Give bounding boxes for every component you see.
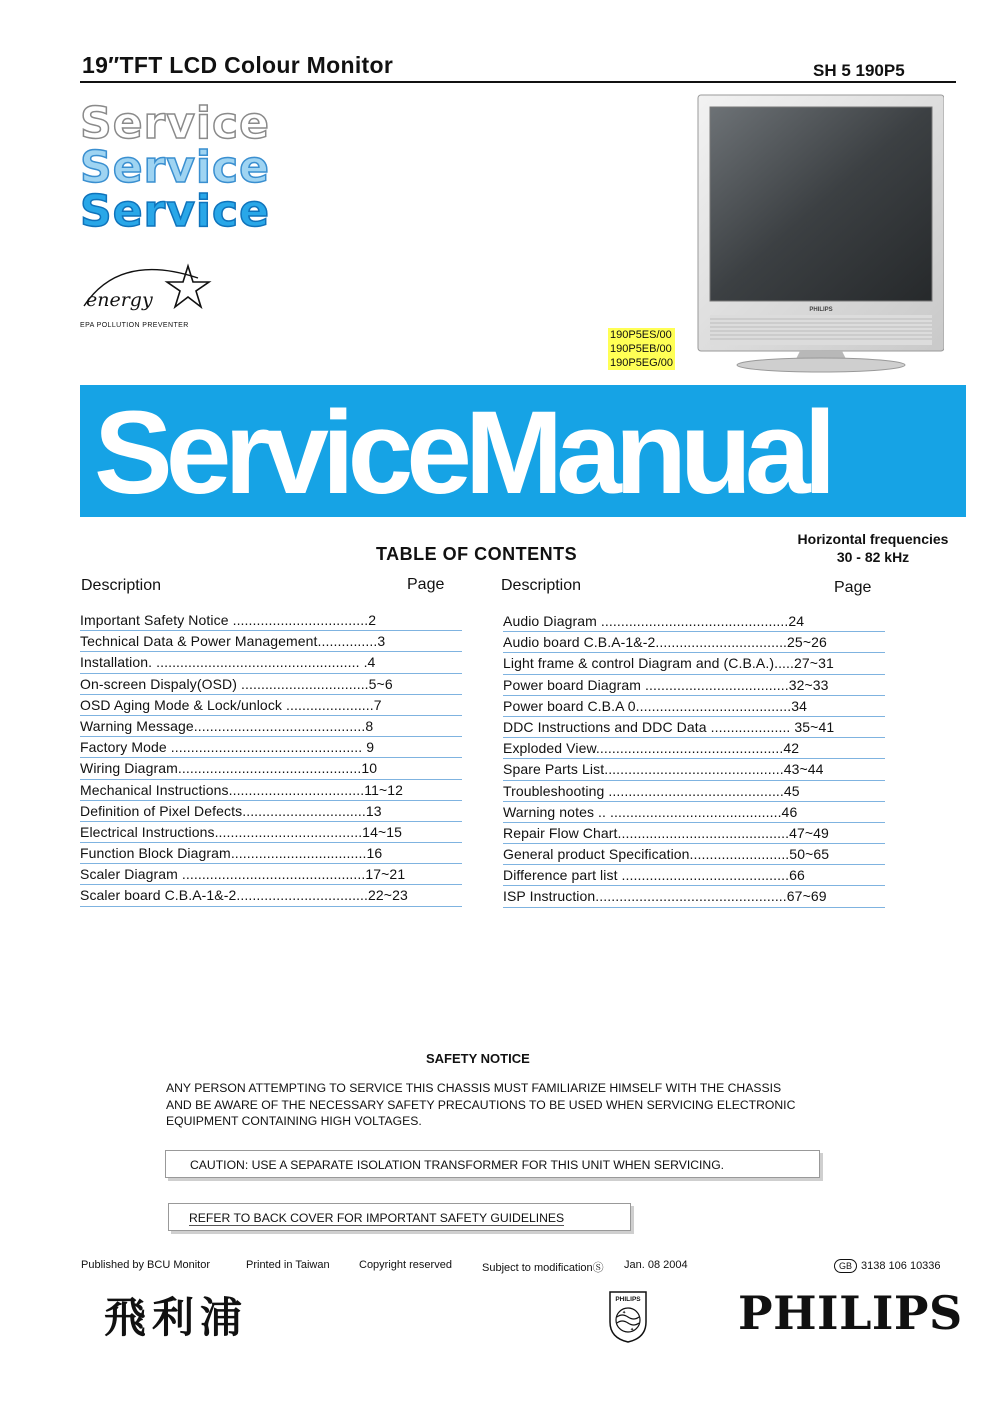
safety-line: AND BE AWARE OF THE NECESSARY SAFETY PRECAUTIONS TO BE USED WHEN SERVICING ELECTRONIC [166, 1097, 796, 1112]
toc-entry[interactable]: Troubleshooting ............................................45 [503, 781, 885, 802]
cjk-brand-text: 飛利浦 [104, 1293, 249, 1340]
model-code: SH 5 190P5 [813, 61, 905, 80]
toc-entry[interactable]: Definition of Pixel Defects...............................13 [80, 801, 462, 822]
service-manual-title: ServiceManual [94, 387, 830, 519]
toc-entry[interactable]: Repair Flow Chart...........................................47~49 [503, 823, 885, 844]
title-rule [80, 81, 956, 83]
svg-text:✦: ✦ [630, 1327, 635, 1333]
shield-text: PHILIPS [615, 1296, 641, 1303]
philips-shield-icon [608, 1290, 648, 1344]
toc-right-page-header: Page [834, 579, 872, 596]
toc-entry[interactable]: Difference part list ..........................................66 [503, 865, 885, 886]
toc-right-desc-header: Description [501, 577, 582, 594]
service-word-blue: Service [80, 186, 270, 237]
footer-date: Jan. 08 2004 [624, 1259, 688, 1271]
philips-wordmark: PHILIPS [738, 1286, 963, 1340]
variant-code: 190P5EB/00 [608, 342, 675, 356]
toc-entry[interactable]: OSD Aging Mode & Lock/unlock ......................7 [80, 695, 462, 716]
toc-entry[interactable]: Warning Message...........................................8 [80, 716, 462, 737]
monitor-brand-label: PHILIPS [809, 307, 833, 313]
energy-star-logo [80, 262, 212, 322]
service-word-light: Service [80, 142, 270, 193]
toc-entry[interactable]: Warning notes .. ...........................................46 [503, 802, 885, 823]
safety-notice-title: SAFETY NOTICE [426, 1051, 530, 1066]
toc-entry[interactable]: On-screen Dispaly(OSD) ................................5~6 [80, 674, 462, 695]
toc-entry[interactable]: General product Specification.........................50~65 [503, 844, 885, 865]
toc-entry[interactable]: Function Block Diagram..................................16 [80, 843, 462, 864]
toc-entry[interactable]: Spare Parts List.............................................43~44 [503, 759, 885, 780]
toc-entry[interactable]: Exploded View...............................................42 [503, 738, 885, 759]
toc-entry[interactable]: ISP Instruction................................................67~69 [503, 886, 885, 907]
philips-chinese-logo [104, 1292, 300, 1340]
horizontal-frequencies [770, 530, 976, 566]
toc-right-column [503, 611, 885, 908]
toc-entry[interactable]: Audio board C.B.A-1&-2.................................25~26 [503, 632, 885, 653]
toc-entry[interactable]: Important Safety Notice ..................................2 [80, 610, 462, 631]
refer-box [168, 1203, 631, 1231]
toc-entry[interactable]: Factory Mode ................................................ 9 [80, 737, 462, 758]
toc-title: TABLE OF CONTENTS [376, 544, 578, 564]
hfreq-label: Horizontal frequencies [797, 531, 949, 547]
footer-doc-number: 3138 106 10336 [861, 1260, 941, 1272]
toc-entry[interactable]: Installation. ................................................... .4 [80, 652, 462, 673]
toc-entry[interactable]: Electrical Instructions.....................................14~15 [80, 822, 462, 843]
toc-entry[interactable]: Technical Data & Power Management...............3 [80, 631, 462, 652]
epa-caption: EPA POLLUTION PREVENTER [80, 322, 189, 329]
caution-box: CAUTION: USE A SEPARATE ISOLATION TRANSFORMER FOR THIS UNIT WHEN SERVICING. [165, 1150, 820, 1178]
variant-code: 190P5ES/00 [608, 328, 675, 342]
toc-entry[interactable]: DDC Instructions and DDC Data .................... 35~41 [503, 717, 885, 738]
toc-left-desc-header: Description [81, 577, 162, 594]
svg-text:✦: ✦ [622, 1310, 627, 1316]
hfreq-value: 30 - 82 kHz [836, 549, 910, 565]
energy-logo-text: energy [86, 289, 153, 311]
footer-doc-number-group [834, 1259, 941, 1273]
toc-entry[interactable]: Scaler board C.B.A-1&-2.................................22~23 [80, 885, 462, 906]
gb-badge: GB [834, 1259, 857, 1273]
safety-line: EQUIPMENT CONTAINING HIGH VOLTAGES. [166, 1114, 422, 1128]
footer-copyright: Copyright reserved [359, 1259, 452, 1271]
toc-entry[interactable]: Light frame & control Diagram and (C.B.A.).....27~31 [503, 653, 885, 674]
toc-entry[interactable]: Mechanical Instructions..................................11~12 [80, 780, 462, 801]
toc-left-column [80, 610, 462, 907]
monitor-image [696, 93, 944, 375]
service-word-outline: Service [80, 98, 270, 149]
footer-published: Published by BCU Monitor [81, 1259, 211, 1271]
variant-list [608, 328, 675, 370]
toc-left-page-header: Page [407, 576, 445, 593]
toc-entry[interactable]: Audio Diagram ...............................................24 [503, 611, 885, 632]
variant-code: 190P5EG/00 [610, 357, 673, 369]
safety-notice-text [166, 1080, 896, 1130]
toc-entry[interactable]: Scaler Diagram ..............................................17~21 [80, 864, 462, 885]
footer-printed: Printed in Taiwan [246, 1259, 330, 1271]
safety-line: ANY PERSON ATTEMPTING TO SERVICE THIS CHASSIS MUST FAMILIARIZE HIMSELF WITH THE CHASSIS [166, 1081, 782, 1095]
toc-entry[interactable]: Power board C.B.A 0.......................................34 [503, 696, 885, 717]
refer-text: REFER TO BACK COVER FOR IMPORTANT SAFETY GUIDELINES [189, 1211, 565, 1225]
document-title: 19″TFT LCD Colour Monitor [82, 52, 394, 78]
footer-subject: Subject to modificationⓈ [482, 1262, 604, 1274]
toc-entry[interactable]: Power board Diagram ....................................32~33 [503, 675, 885, 696]
toc-entry[interactable]: Wiring Diagram..............................................10 [80, 758, 462, 779]
